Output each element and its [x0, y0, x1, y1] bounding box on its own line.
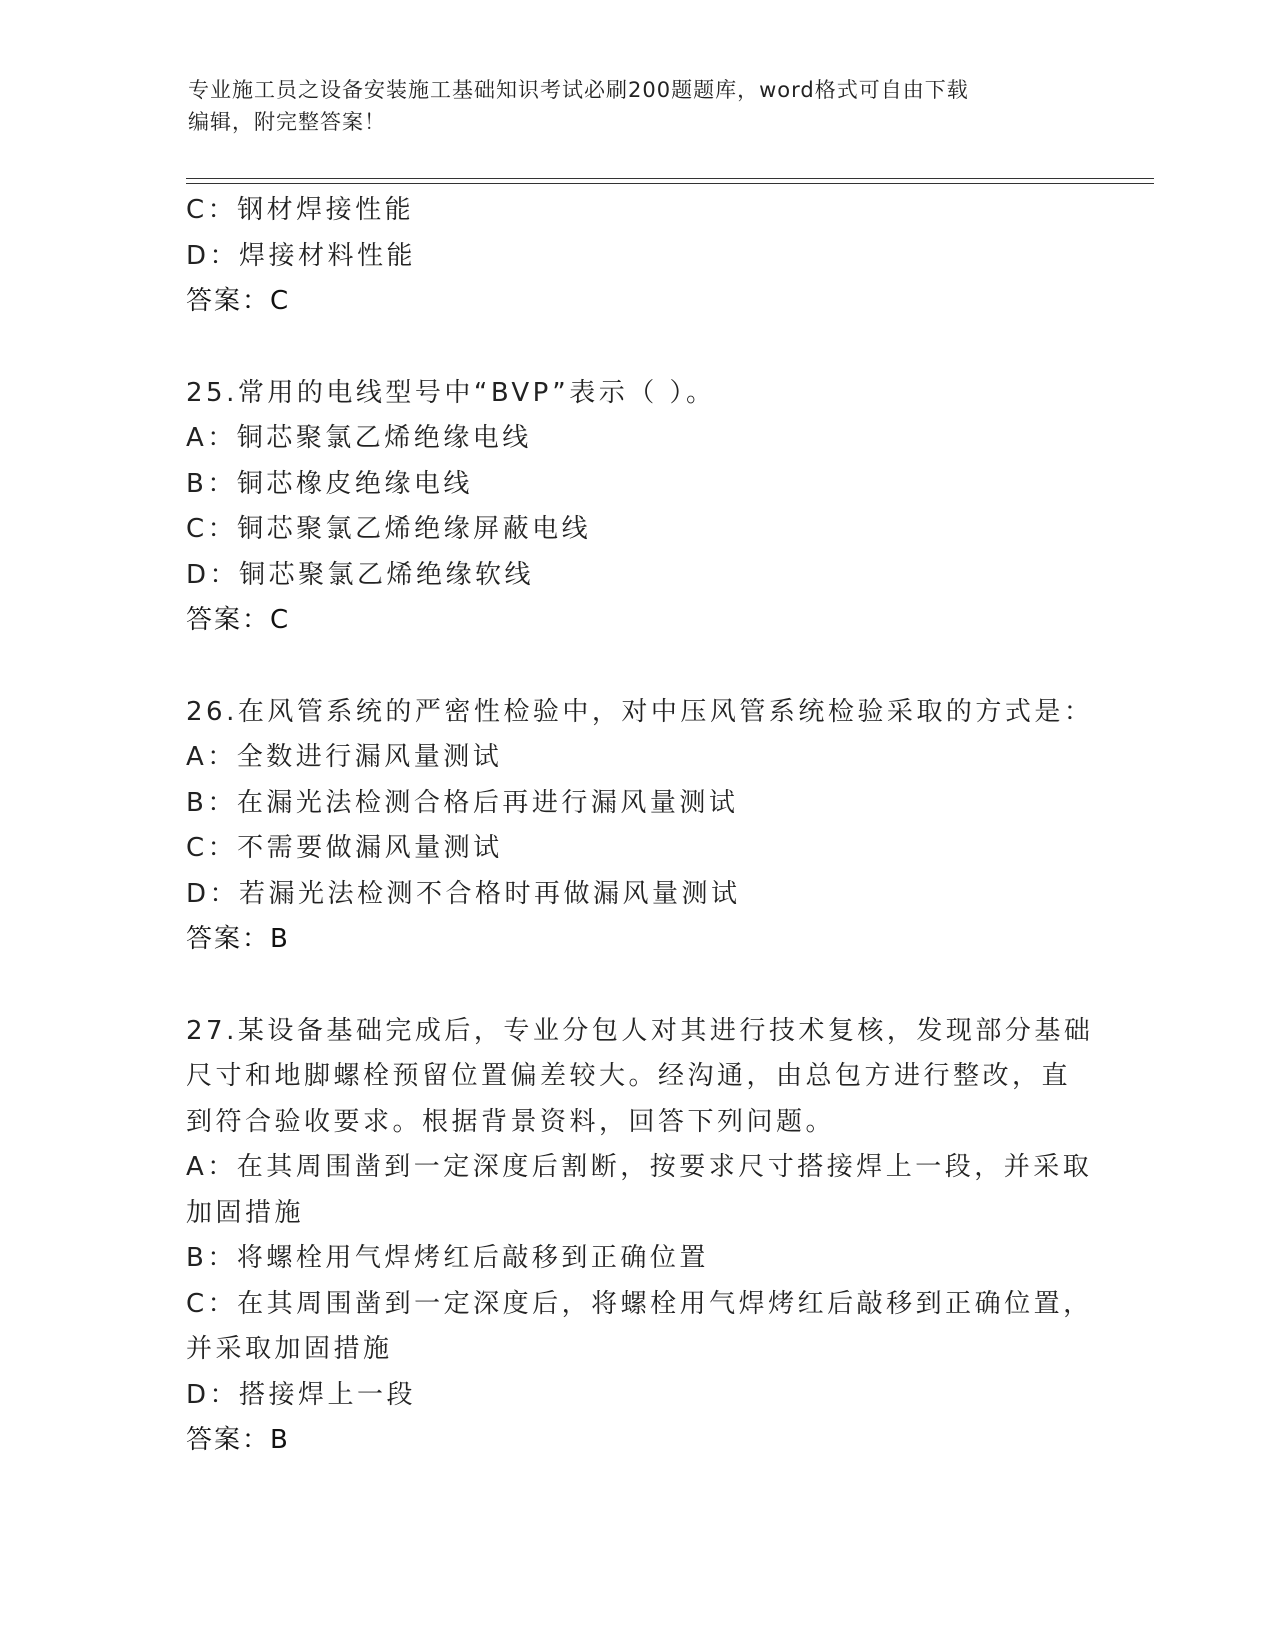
answer-line: 答案：B — [186, 1425, 290, 1455]
question-25 — [186, 371, 1086, 644]
header-title-line-2: 编辑，附完整答案！ — [188, 110, 386, 134]
option-c-line-1: C：在其周围凿到一定深度后，将螺栓用气焊烤红后敲移到正确位置， — [186, 1288, 1093, 1319]
option-a: A：全数进行漏风量测试 — [186, 742, 503, 772]
question-26 — [186, 690, 1094, 963]
option-d: D：焊接材料性能 — [186, 240, 417, 271]
option-c-line-2: 并采取加固措施 — [186, 1334, 393, 1364]
question-stem-line-2: 尺寸和地脚螺栓预留位置偏差较大。经沟通，由总包方进行整改，直 — [186, 1061, 1072, 1091]
document-body — [186, 188, 1094, 1464]
prev-question-continuation — [186, 188, 1086, 325]
option-c: C：不需要做漏风量测试 — [186, 833, 503, 863]
answer-line: 答案：C — [186, 286, 291, 316]
option-a-line-1: A：在其周围凿到一定深度后割断，按要求尺寸搭接焊上一段，并采取 — [186, 1152, 1093, 1182]
option-d: D：铜芯聚氯乙烯绝缘软线 — [186, 559, 535, 590]
header-rule-bottom — [186, 183, 1154, 184]
answer-line: 答案：C — [186, 605, 291, 635]
option-d: D：若漏光法检测不合格时再做漏风量测试 — [186, 878, 741, 909]
spacer — [186, 644, 1086, 690]
document-header — [188, 74, 1088, 138]
question-27 — [186, 1009, 1094, 1464]
answer-line: 答案：B — [186, 924, 290, 954]
option-b: B：在漏光法检测合格后再进行漏风量测试 — [186, 787, 739, 818]
option-b: B：铜芯橡皮绝缘电线 — [186, 468, 473, 499]
option-c: C：钢材焊接性能 — [186, 195, 415, 225]
question-stem-line-3: 到符合验收要求。根据背景资料，回答下列问题。 — [186, 1106, 836, 1137]
option-a: A：铜芯聚氯乙烯绝缘电线 — [186, 423, 532, 453]
option-d: D：搭接焊上一段 — [186, 1379, 417, 1410]
question-stem: 25.常用的电线型号中“BVP”表示（ ）。 — [186, 377, 716, 408]
question-stem: 26.在风管系统的严密性检验中，对中压风管系统检验采取的方式是： — [186, 696, 1094, 727]
spacer — [186, 963, 1086, 1009]
header-rule-top — [186, 178, 1154, 179]
spacer — [186, 325, 1086, 371]
option-b: B：将螺栓用气焊烤红后敲移到正确位置 — [186, 1243, 709, 1273]
option-c: C：铜芯聚氯乙烯绝缘屏蔽电线 — [186, 514, 592, 544]
option-a-line-2: 加固措施 — [186, 1197, 305, 1228]
question-stem-line-1: 27.某设备基础完成后，专业分包人对其进行技术复核，发现部分基础 — [186, 1015, 1094, 1046]
header-title-line-1: 专业施工员之设备安装施工基础知识考试必刷200题题库，word格式可自由下载 — [188, 78, 969, 102]
